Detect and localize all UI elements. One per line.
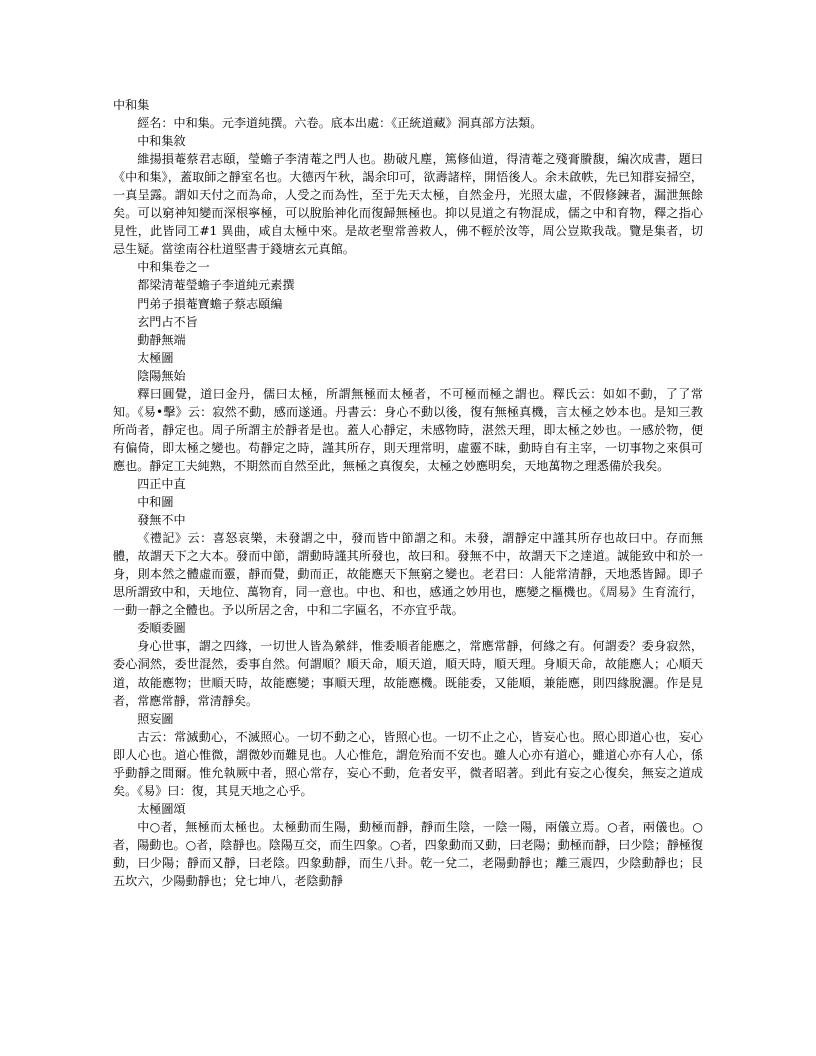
text-block-volume-one: 中和集卷之一 — [137, 260, 210, 275]
text-block-title: 中和集 — [113, 98, 150, 112]
text-block-subheading-weishun: 委順委圖 — [137, 621, 186, 636]
text-block-subheading-taijitusong: 太極圖頌 — [137, 801, 186, 816]
text-block-subheading-fawubuzhong: 發無不中 — [137, 513, 186, 528]
text-block-taiji-body: 釋曰圓覺，道曰金丹，儒曰太極，所謂無極而太極者，不可極而極之謂也。釋氏云：如如不動，了了常知。《易•擊》云：寂然不動，感而遂通。丹書云：身心不動以後，復有無極真機，言太極之妙本也。是知三教所尚者，靜定也。周子所謂主於靜者是也。蓋人心靜定，未感物時，湛然天理，即太極之妙也。一感於物，便有偏倚，即太極之變也。苟靜定之時，謹其所存，則天理常明，虛靈不昧，動時自有主宰，一切事物之來俱可應也。靜定工夫純熟，不期然而自然至此，無極之真復矣，太極之妙應明矣，天地萬物之理悉備於我矣。 — [113, 386, 703, 473]
text-block-editor-line: 門弟子損菴寶蟾子蔡志頤編 — [137, 296, 283, 311]
text-block-author-line: 都梁清菴瑩蟾子李道純元素撰 — [137, 278, 295, 293]
text-block-subheading-sizheng: 四正中直 — [137, 476, 186, 491]
text-block-subheading-yinyang: 陰陽無始 — [137, 368, 186, 383]
text-block-subheading-dongjing: 動靜無端 — [137, 332, 186, 347]
text-block-preface-body: 維揚損菴蔡君志頤，瑩蟾子李清菴之門人也。勘破凡塵，篤修仙道，得清菴之殘膏賸馥，編次成書，題曰《中和集》，蓋取師之靜室名也。大德丙午秋，謁余印可，欲壽諸梓，開悟後人。余未啟帙，先已知群妄掃空，一真呈露。謂如天付之而為命，人受之而為性，至于先天太極，自然金丹，光照太虛，不假修鍊者，漏泄無餘矣。可以窮神知變而深根寧極，可以脫胎神化而復歸無極也。抑以見道之有物混成，儒之中和育物，釋之指心見性，此皆同工#1 異曲，咸自太極中來。是故老聖常善救人，佛不輕於汝等，周公豈欺我哉。覽是集者，切忌生疑。當塗南谷杜道堅書于錢塘玄元真館。 — [113, 152, 703, 257]
text-block-zhonghe-body: 《禮記》云：喜怒哀樂，未發謂之中，發而皆中節謂之和。未發，謂靜定中謹其所存也故曰中。存而無體，故謂天下之大本。發而中節，謂動時謹其所發也，故曰和。發無不中，故謂天下之達道。誠能致中和於一身，則本然之體虛而靈，靜而覺，動而正，故能應天下無窮之變也。老君曰：人能常清靜，天地悉皆歸。即子思所謂致中和，天地位、萬物育，同一意也。中也、和也，感通之妙用也，應變之樞機也。《周易》生育流行，一動一靜之全體也。予以所居之舍，中和二字匾名，不亦宜乎哉。 — [113, 531, 703, 618]
document-body — [113, 96, 703, 890]
text-block-subheading-taijitu: 太極圖 — [137, 350, 174, 365]
text-block-zhaowang-body: 古云：常滅動心，不滅照心。一切不動之心，皆照心也。一切不止之心，皆妄心也。照心即道心也，妄心即人心也。道心惟微，謂微妙而難見也。人心惟危，謂危殆而不安也。雖人心亦有道心，雖道心亦有人心，係乎動靜之間爾。惟允執厥中者，照心常存，妄心不動，危者安平，微者昭著。到此有妄之心復矣，無妄之道成矣。《易》曰：復，其見天地之心乎。 — [113, 729, 703, 798]
text-block-scripture-name: 經名：中和集。元李道純撰。六卷。底本出處：《正統道藏》洞真部方法類。 — [137, 116, 543, 131]
text-block-weishun-body: 身心世事，謂之四緣，一切世人皆為縈絆，惟委順者能應之，常應常靜，何緣之有。何謂委？委身寂然，委心洞然，委世混然，委事自然。何謂順？順天命，順天道，順天時，順天理。身順天命，故能應人；心順天道，故能應物；世順天時，故能應變；事順天理，故能應機。既能委，又能順，兼能應，則四緣脫灑。作是見者，常應常靜，常清靜矣。 — [113, 639, 703, 708]
text-block-subheading-zhonghetu: 中和圖 — [137, 495, 174, 510]
text-block-subheading-zhaowang: 照妄圖 — [137, 711, 174, 726]
text-block-section-xuanmen: 玄門占不旨 — [137, 314, 198, 329]
text-block-preface-heading: 中和集敘 — [137, 134, 186, 149]
text-block-taijitusong-body: 中○者，無極而太極也。太極動而生陽，動極而靜，靜而生陰，一陰一陽，兩儀立焉。○者，兩儀也。○者，陽動也。○者，陰靜也。陰陽互交，而生四象。○者，四象動而又動，曰老陽；動極而靜，曰少陰；靜極復動，曰少陽；靜而又靜，曰老陰。四象動靜，而生八卦。乾一兌二，老陽動靜也；離三震四，少陰動靜也；艮五坎六，少陽動靜也；兌七坤八，老陰動靜 — [113, 819, 703, 889]
